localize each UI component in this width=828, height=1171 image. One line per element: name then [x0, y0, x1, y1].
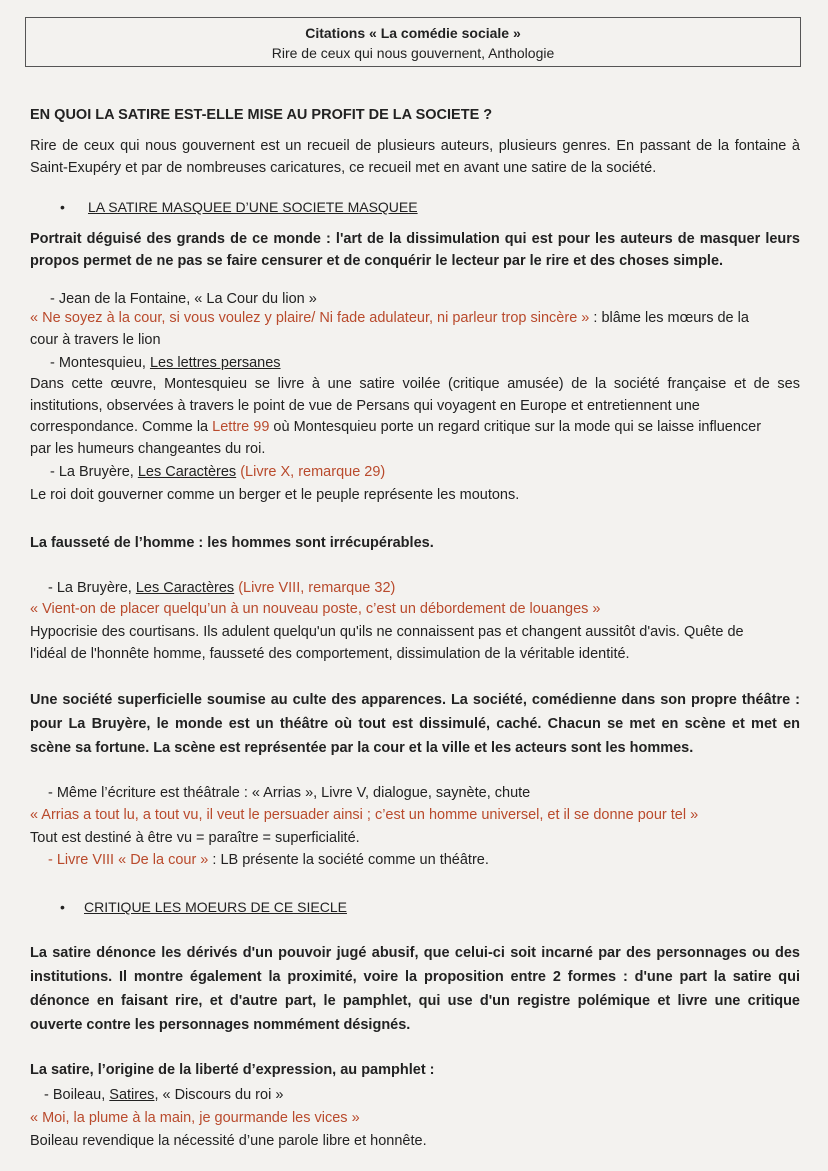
- montesquieu-title: Les lettres persanes: [149, 355, 281, 371]
- section1-lead: Portrait déguisé des grands de ce monde : l'art de la dissimulation qui est pour les auteurs de masquer leurs propos permet de ne pas se faire censurer et de conquérir le lecteur par le rire et des choses simple.: [30, 231, 800, 269]
- lettre-99: Lettre 99: [212, 419, 270, 435]
- montesquieu-line: [30, 417, 761, 437]
- ecriture-line: - Même l’écriture est théâtrale : « Arrias », Livre V, dialogue, saynète, chute: [48, 785, 531, 801]
- boileau-reference: [44, 1085, 283, 1105]
- intro-paragraph: Rire de ceux qui nous gouvernent est un recueil de plusieurs auteurs, plusieurs genres. En passant de la fontaine à Saint-Exupéry et par de nombreuses caricatures, ce recueil met en avant une satire de la société.: [30, 138, 800, 176]
- labruyere-prefix: - La Bruyère,: [50, 464, 138, 480]
- boileau-prefix: - Boileau,: [44, 1087, 110, 1103]
- livre8-text: : LB présente la société comme un théâtre.: [208, 852, 489, 868]
- page-title: Citations « La comédie sociale »: [305, 25, 521, 41]
- labruyere2-quote: « Vient-on de placer quelqu’un à un nouveau poste, c’est un débordement de louanges »: [30, 601, 601, 617]
- hypocrisie-line1: Hypocrisie des courtisans. Ils adulent quelqu'un qu'ils ne connaissent pas et changent aussitôt d'avis. Quête de: [30, 624, 744, 640]
- montesquieu-reference: [50, 353, 281, 373]
- main-question: EN QUOI LA SATIRE EST-ELLE MISE AU PROFIT DE LA SOCIETE ?: [30, 107, 493, 123]
- montesquieu-prefix: - Montesquieu,: [50, 355, 150, 371]
- fontaine-quote: « Ne soyez à la cour, si vous voulez y plaire/ Ni fade adulateur, ni parleur trop sincère »: [30, 310, 590, 326]
- bullet-icon: •: [60, 199, 65, 215]
- labruyere-title: Les Caractères: [137, 464, 237, 480]
- arrias-quote: « Arrias a tout lu, a tout vu, il veut le persuader ainsi ; c’est un homme universel, et il se donne pour tel »: [30, 807, 699, 823]
- societe-paragraph: Une société superficielle soumise au culte des apparences. La société, comédienne dans son propre théâtre : pour La Bruyère, le monde est un théâtre où tout est dissimulé, caché. Chacun se met en scène et met en scène sa fortune. La scène est représentée par la cour et la ville et les acteurs sont les hommes.: [30, 692, 800, 756]
- labruyere2-prefix: - La Bruyère,: [48, 580, 136, 596]
- destine-line: Tout est destiné à être vu = paraître = superficialité.: [30, 830, 360, 846]
- fontaine-quote-line: [30, 308, 749, 328]
- montesquieu-paragraph: Dans cette œuvre, Montesquieu se livre à une satire voilée (critique amusée) de la société française et de ses institutions, observées à travers le point de vue de Persans qui voyagent en Europe et entretiennent une: [30, 376, 800, 414]
- labruyere-ref: (Livre X, remarque 29): [236, 464, 386, 480]
- labruyere2-title: Les Caractères: [135, 580, 235, 596]
- fontaine-comment-cont: cour à travers le lion: [30, 332, 161, 348]
- boileau-text: Boileau revendique la nécessité d’une parole libre et honnête.: [30, 1133, 427, 1149]
- bullet-icon-2: •: [60, 899, 65, 915]
- labruyere2-reference: [48, 578, 395, 598]
- boileau-title: Satires: [109, 1087, 155, 1103]
- hypocrisie-line2: l'idéal de l'honnête homme, fausseté des comportement, dissimulation de la véritable identité.: [30, 646, 630, 662]
- montesquieu-text: correspondance. Comme la: [30, 419, 213, 435]
- fontaine-reference: - Jean de la Fontaine, « La Cour du lion »: [50, 291, 317, 307]
- boileau-quote: « Moi, la plume à la main, je gourmande les vices »: [30, 1110, 360, 1126]
- labruyere-text: Le roi doit gouverner comme un berger et le peuple représente les moutons.: [30, 487, 520, 503]
- livre8-ref: - Livre VIII « De la cour »: [48, 852, 209, 868]
- livre8-line: [48, 850, 489, 870]
- page-subtitle: Rire de ceux qui nous gouvernent, Anthologie: [271, 45, 555, 61]
- labruyere-reference: [50, 462, 385, 482]
- montesquieu-text-cont: où Montesquieu porte un regard critique sur la mode qui se laisse influencer: [269, 419, 762, 435]
- labruyere2-ref: (Livre VIII, remarque 32): [234, 580, 396, 596]
- section2-heading: CRITIQUE LES MOEURS DE CE SIECLE: [84, 899, 347, 915]
- faussete-heading: La fausseté de l’homme : les hommes sont irrécupérables.: [30, 535, 434, 551]
- montesquieu-line-end: par les humeurs changeantes du roi.: [30, 441, 266, 457]
- section1-heading: LA SATIRE MASQUEE D’UNE SOCIETE MASQUEE: [88, 199, 418, 215]
- fontaine-comment: : blâme les mœurs de la: [589, 310, 749, 326]
- section2-paragraph: La satire dénonce les dérivés d'un pouvoir jugé abusif, que celui-ci soit incarné par des personnages ou des institutions. Il montre également la proximité, voire la proposition entre 2 formes : d'une part la satire qui dénonce en faisant rire, et d'autre part, le pamphlet, qui use d'un registre polémique et livre une critique ouverte contre les personnages nommément désignés.: [30, 945, 800, 1033]
- liberte-heading: La satire, l’origine de la liberté d’expression, au pamphlet :: [30, 1062, 435, 1078]
- title-box: [25, 17, 801, 67]
- boileau-rest: , « Discours du roi »: [154, 1087, 284, 1103]
